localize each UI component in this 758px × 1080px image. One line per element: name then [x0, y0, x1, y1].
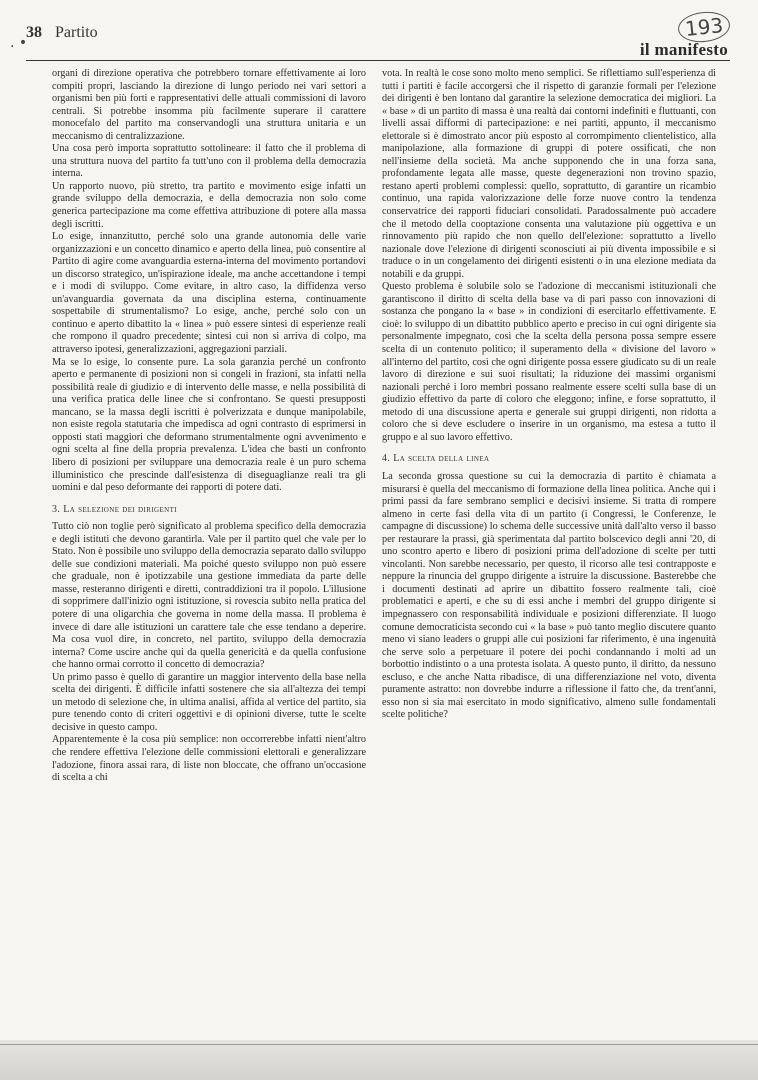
paragraph: Questo problema è solubile solo se l'adozione di meccanismi istituzionali che garantiscono il diritto di scelta della base va di pari passo con innovazioni di sostanza che pongano la « base » in condizioni di esercitarlo effettivamente. E cioè: lo sviluppo di un dibattito pubblico aperto e preciso in cui ogni dirigente sia personalmente impegnato, così che la scelta della persona possa sempre essere scelta di un contenuto politico; il superamento della « divisione del lavoro » all'interno del partito, così che ogni dirigente possa essere giudicato su di un reale lavoro di direzione e sui suoi risultati; la riduzione dei massimi organismi nazionali perché i loro membri possano realmente essere scelti sulla base di un giudizio effettivo da parte di coloro che eleggono; infine, e forse soprattutto, il metodo di una discussione aperta e generale sui gruppi dirigenti, non ridotta a coloro che si deve escludere o inserire in un organismo, ma estesa a tutto il gruppo e al suo lavoro effettivo. — [382, 281, 716, 443]
paragraph: vota. In realtà le cose sono molto meno semplici. Se riflettiamo sull'esperienza di tutti i partiti è facile accorgersi che il rispetto di garanzie formali per l'elezione dei dirigenti è ben lontano dal garantire la selezione democratica dei migliori. La « base » di un partito di massa è una realtà dai contorni indefiniti e fluttuanti, con livelli assai difformi di partecipazione: e nei partiti, appunto, il meccanismo elettorale si è dimostrato ancor più esposto al corrompimento clientelistico, alla manipolazione, alla formazione di gruppi di potere ossificati, che non nell'insieme della società. Ma anche supponendo che in una forza sana, profondamente legata alle masse, queste degenerazioni non trovino spazio, restano aperti problemi complessi: quello, soprattutto, di garantire un ricambio continuo, una rapida valorizzazione delle forze nuove contro la tendenza conservatrice dei rapporti fiduciari consolidati. Paradossalmente può accadere che il metodo della cooptazione consenta una valutazione più oggettiva e un rinnovamento più rapido che non quello dell'elezione: soprattutto a livello nazionale dove l'elezione di dirigenti sconosciuti ai più diventa impossibile e si traduce o in un congelamento dei dirigenti esistenti o in una elezione mediata da notabili e da gruppi. — [382, 68, 716, 280]
paragraph: La seconda grossa questione su cui la democrazia di partito è chiamata a misurarsi è quella del meccanismo di formazione della linea politica. Anche qui i primi passi da fare sembrano semplici e decisivi insieme. Si tratta di rompere almeno in certe fasi della vita di un partito (i Congressi, le Conferenze, le campagne di discussione) lo schema delle successive unità dall'alto verso il basso per restaurare la prassi, già sperimentata dal partito bolscevico degli anni '20, di uno scontro aperto e libero di posizioni prima dell'adozione di scelte per tutti vincolanti. Non sarebbe necessario, per questo, il ricorso alle tesi contrapposte e neppure la rinuncia del gruppo dirigente a istruire la discussione. Basterebbe che i documenti destinati ad aprire un dibattito fossero realmente tali, cioè problematici e aperti, e che su di essi anche i membri del gruppo dirigente si impegnassero con responsabilità individuale e posizioni differenziate. Il luogo comune democraticista secondo cui « la base » può tanto meglio discutere quanto meno vi siano leaders o gruppi alle cui posizioni far riferimento, è una ingenuità che serve solo a perpetuare il potere dei pochi condannando i molti ad un borbottio indistinto o a una protesta isolata. A questo punto, il diritto, da nessuno escluso, e che anche Natta ribadisce, di una differenziazione nel voto, diventa puramente astratto: non dovrebbe indurre a riflessione il fatto che, da trent'anni, esso non si sia mai esercitato in modo significativo, almeno sulle fondamentali scelte politiche? — [382, 470, 716, 721]
section-title: La selezione dei dirigenti — [63, 503, 178, 515]
handwritten-page-number: 193 — [676, 9, 731, 44]
page-header — [0, 13, 758, 59]
scan-edge-line — [0, 1044, 758, 1045]
section-number: 4. — [382, 453, 391, 465]
paragraph: Un rapporto nuovo, più stretto, tra partito e movimento esige infatti un grande sviluppo della democrazia, e della democrazia non solo come generica partecipazione ma come effettiva attribuzione di potere alla massa degli iscritti. — [52, 180, 366, 230]
section-number: 3. — [52, 503, 61, 515]
paragraph: organi di direzione operativa che potrebbero tornare effettivamente ai loro compiti propri, lasciando la direzione di lungo periodo nei vari settori a organismi ben più forti e rappresentativi delle attuali commissioni di lavoro centrali. Si potrebbe insomma più facilmente superare il carattere monocefalo del partito ma conservandogli una struttura unitaria e un meccanismo di centralizzazione. — [52, 68, 366, 142]
paragraph: Ma se lo esige, lo consente pure. La sola garanzia perché un confronto aperto e permanente di posizioni non si congeli in frazioni, sta infatti nella possibilità reale di giudizio e di intervento delle masse, e nella possibilità di una verifica pratica delle linee che si confrontano. Se questi presupposti mancano, se la massa degli iscritti è polverizzata e dunque manipolabile, non esiste regola statutaria che impedisca ad ogni contrasto di esprimersi in opposti stati maggiori che deformano strumentalmente ogni avvenimento e ogni scelta al fine della propria prevalenza. L'idea che basti un confronto libero di posizioni per sviluppare una democrazia reale è un puro schema illuministico che prescinde dall'esistenza di diseguaglianze reali tra gli uomini e dal peso deformante dei rapporti di potere dati. — [52, 356, 366, 494]
binding-marks: . • — [10, 35, 28, 51]
section-name: Partito — [55, 24, 98, 41]
scan-bottom-margin — [0, 1040, 758, 1080]
paragraph: Un primo passo è quello di garantire un maggior intervento della base nella scelta dei dirigenti. È difficile infatti sostenere che sia all'altezza dei tempi un metodo di selezione che, in ultima analisi, affida al vertice del partito, sia pure tenendo conto di criteri oggettivi e di opinioni diverse, tutte le scelte decisive in questo campo. — [52, 671, 366, 733]
paragraph: Una cosa però importa soprattutto sottolineare: il fatto che il problema di una struttura nuova del partito fa tutt'uno con il problema della democrazia interna. — [52, 143, 366, 180]
page-number: 38 — [26, 24, 42, 41]
section-heading-3 — [52, 504, 366, 517]
paragraph: Lo esige, innanzitutto, perché solo una grande autonomia delle varie organizzazioni e un concetto dinamico e aperto della linea, può consentire al Partito di agire come avanguardia esterna-interna del movimento portandovi un discorso strategico, un'ispirazione ideale, ma anche accettandone i tempi e i modi di sviluppo. Come evitare, in altro caso, la diffidenza verso un'avanguardia governata da una disciplina esterna, continuamente sospettabile di strumentalismo? Lo esige, anche, perché solo con un continuo e aperto dibattito la « linea » può essere sintesi di esperienze reali che rompono il quadro precedente; sintesi cui non si arriva di colpo, ma attraverso ipotesi, generalizzazioni, aggregazioni parziali. — [52, 231, 366, 356]
paragraph: Tutto ciò non toglie però significato al problema specifico della democrazia e degli istituti che devono garantirla. Vale per il partito quel che vale per lo Stato. Non è possibile uno sviluppo della democrazia separato dallo sviluppo delle sue condizioni materiali. Ma poiché questo sviluppo non può essere che graduale, non è ipotizzabile una gestione immediata da parte delle masse, resteranno dirigenti e diretti, contraddizioni tra il popolo. L'illusione di sopprimere dall'inizio ogni istituzione, si rovescia subito nella pratica del potere di una oligarchia che governa in nome della massa. Il problema è invece di dare alle istituzioni un carattere tale che esse tendano a deperire. Ma cosa vuol dire, in concreto, nel partito, sviluppo della democrazia interna? Come uscire anche qui da quella genericità e da quella confusione che hanno ormai corrotto il concetto di democrazia? — [52, 521, 366, 671]
header-rule — [26, 60, 730, 61]
section-title: La scelta della linea — [393, 453, 490, 465]
masthead-title: il manifesto — [639, 40, 728, 59]
left-column — [52, 68, 366, 785]
paragraph: Apparentemente è la cosa più semplice: non occorrerebbe infatti nient'altro che rendere effettiva l'elezione delle commissioni elettorali e generalizzare l'adozione, finora assai rara, di liste non bloccate, che offrano un'occasione di scelta a chi — [52, 734, 366, 784]
right-column — [382, 68, 716, 722]
section-heading-4 — [382, 453, 716, 466]
